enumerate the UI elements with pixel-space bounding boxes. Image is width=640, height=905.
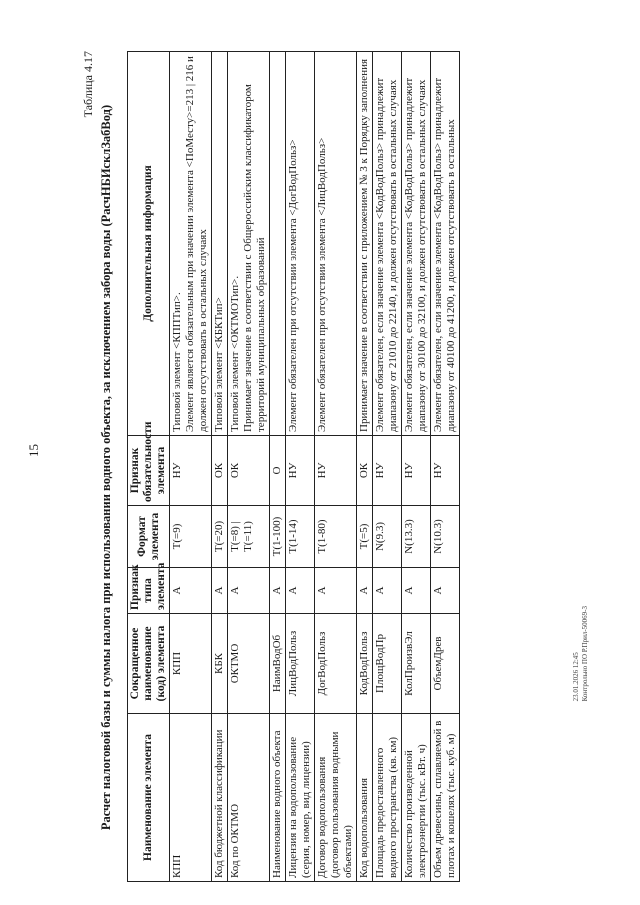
element-required-cell: НУ [286, 436, 315, 506]
table-row [402, 52, 431, 882]
element-info-cell: Типовой элемент <КППТип>. Элемент является обязательным при значении элемента <ПоМесту>=213 | 216 и должен отсутствовать в остальных случаях [170, 52, 212, 436]
table-row [357, 52, 373, 882]
element-format-cell: T(=8) | T(=11) [228, 506, 270, 568]
element-info-cell: Элемент обязателен, если значение элемента <КодВодПольз> принадлежит диапазону от 21010 до 22140, и должен отсутствовать в остальных случаях [373, 52, 402, 436]
table-body [170, 52, 460, 882]
table-title: Расчет налоговой базы и суммы налога при использовании водного объекта, за исключением забора воды (РасчНБИсклЗабВод) [99, 104, 113, 831]
element-type-cell: А [402, 568, 431, 614]
header-cell: Дополнительная информация [128, 52, 170, 436]
element-required-cell: НУ [170, 436, 212, 506]
element-format-cell: T(1-80) [315, 506, 357, 568]
element-code-cell: ОКТМО [228, 614, 270, 714]
element-type-cell: А [270, 568, 286, 614]
element-required-cell: НУ [315, 436, 357, 506]
element-type-cell: А [170, 568, 212, 614]
rotated-table-sheet [77, 45, 617, 890]
element-required-cell: НУ [431, 436, 460, 506]
element-name-cell: Объем древесины, сплавляемой в плотах и кошелях (тыс. куб. м) [431, 714, 460, 882]
element-format-cell: T(1-100) [270, 506, 286, 568]
element-format-cell: T(=20) [212, 506, 228, 568]
element-info-cell: Элемент обязателен, если значение элемента <КодВодПольз> принадлежит диапазону от 30100 до 32100, и должен отсутствовать в остальных случаях [402, 52, 431, 436]
element-type-cell: А [212, 568, 228, 614]
element-info-cell: Элемент обязателен при отсутствии элемента <ДогВодПольз> [286, 52, 315, 436]
element-type-cell: А [357, 568, 373, 614]
element-required-cell: ОК [228, 436, 270, 506]
header-cell: Признак типа элемента [128, 568, 170, 614]
element-name-cell: Код водопользования [357, 714, 373, 882]
element-format-cell: T(1-14) [286, 506, 315, 568]
element-info-cell: Типовой элемент <КБКТип> [212, 52, 228, 436]
header-cell: Признак обязательности элемента [128, 436, 170, 506]
element-format-cell: N(13.3) [402, 506, 431, 568]
element-format-cell: T(=5) [357, 506, 373, 568]
table-row [315, 52, 357, 882]
element-info-cell: Типовой элемент <ОКТМОТип>. Принимает значение в соответствии с Общероссийским классификатором территорий муниципальных образований [228, 52, 270, 436]
element-format-cell: T(=9) [170, 506, 212, 568]
page-number: 15 [26, 444, 41, 457]
element-format-cell: N(10.3) [431, 506, 460, 568]
element-info-cell [270, 52, 286, 436]
header-cell: Формат элемента [128, 506, 170, 568]
element-required-cell: НУ [402, 436, 431, 506]
element-info-cell: Элемент обязателен, если значение элемента <КодВодПольз> принадлежит диапазону от 40100 до 41200, и должен отсутствовать в остальных [431, 52, 460, 436]
table-row [212, 52, 228, 882]
table-caption: Таблица 4.17 [81, 51, 95, 118]
element-name-cell: Площадь предоставленного водного пространства (кв. км) [373, 714, 402, 882]
table-row [170, 52, 212, 882]
element-name-cell: Количество произведенной электроэнергии (тыс. кВт. ч) [402, 714, 431, 882]
element-code-cell: ПлощВодПр [373, 614, 402, 714]
element-code-cell: КБК [212, 614, 228, 714]
footer-line: Контрольно ПО Р.Прил-50069-3 [581, 606, 589, 702]
header-cell: Наименование элемента [128, 714, 170, 882]
table-row [431, 52, 460, 882]
element-code-cell: ДогВодПольз [315, 614, 357, 714]
element-code-cell: КПП [170, 614, 212, 714]
element-name-cell: Код по ОКТМО [228, 714, 270, 882]
element-required-cell: ОК [357, 436, 373, 506]
element-format-cell: N(9.3) [373, 506, 402, 568]
element-code-cell: КолПроизвЭл [402, 614, 431, 714]
table-row [286, 52, 315, 882]
element-required-cell: НУ [373, 436, 402, 506]
element-name-cell: КПП [170, 714, 212, 882]
element-type-cell: А [431, 568, 460, 614]
element-name-cell: Договор водопользования (договор пользования водными объектами) [315, 714, 357, 882]
element-type-cell: А [228, 568, 270, 614]
element-info-cell: Принимает значение в соответствии с приложением № 3 к Порядку заполнения [357, 52, 373, 436]
element-type-cell: А [315, 568, 357, 614]
element-name-cell: Код бюджетной классификации [212, 714, 228, 882]
element-code-cell: КодВодПольз [357, 614, 373, 714]
element-required-cell: О [270, 436, 286, 506]
element-type-cell: А [373, 568, 402, 614]
element-required-cell: ОК [212, 436, 228, 506]
element-info-cell: Элемент обязателен при отсутствии элемента <ЛицВодПольз> [315, 52, 357, 436]
element-code-cell: ОбъемДрев [431, 614, 460, 714]
footer-line: 23.01.2026 12:45 [572, 652, 580, 702]
element-type-cell: А [286, 568, 315, 614]
table-row [228, 52, 270, 882]
element-code-cell: ЛицВодПольз [286, 614, 315, 714]
table-header-row [128, 52, 170, 882]
table-row [373, 52, 402, 882]
data-table [127, 51, 460, 882]
element-code-cell: НаимВодОб [270, 614, 286, 714]
element-name-cell: Лицензия на водопользование (серия, номер, вид лицензии) [286, 714, 315, 882]
element-name-cell: Наименование водного объекта [270, 714, 286, 882]
table-row [270, 52, 286, 882]
header-cell: Сокращенное наименование (код) элемента [128, 614, 170, 714]
